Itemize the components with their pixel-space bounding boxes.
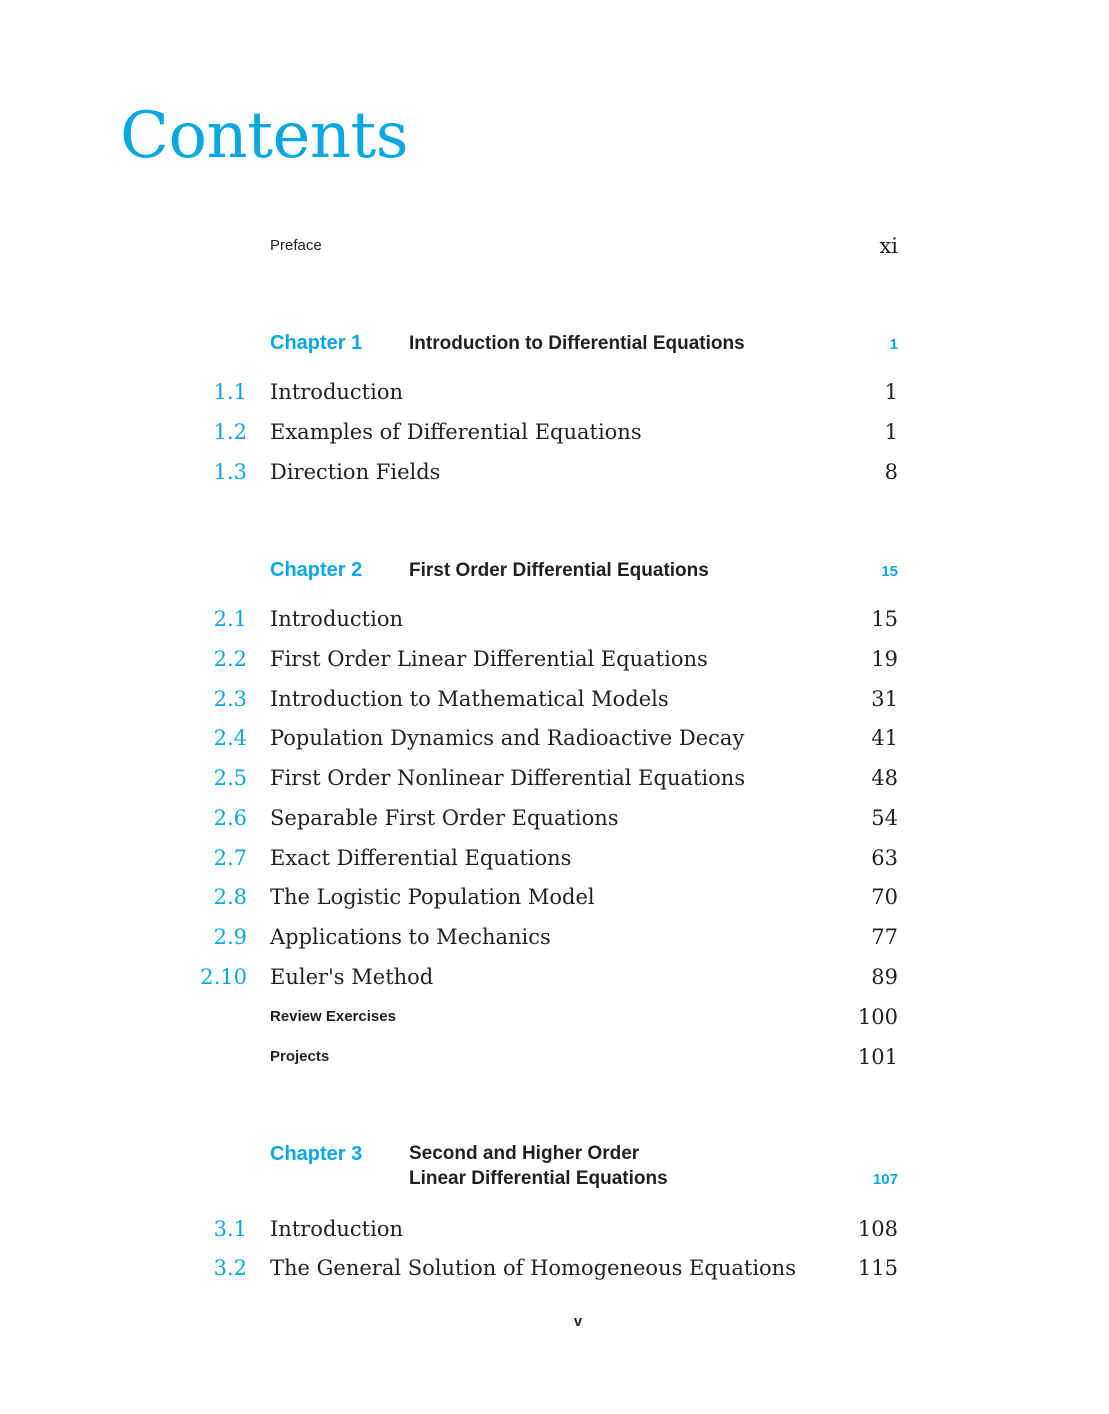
section-page: 48 [871,766,898,790]
section-number: 2.7 [213,846,247,870]
section-title: First Order Linear Differential Equations [270,647,708,671]
chapter-1-heading[interactable] [0,330,1109,356]
section-title: The Logistic Population Model [270,885,595,909]
preface-entry[interactable] [0,228,1109,264]
toc-entry-1-3[interactable] [0,454,1109,490]
section-title: Separable First Order Equations [270,806,619,830]
chapter-title-line-2: Linear Differential Equations [409,1168,668,1189]
section-number: 2.3 [213,687,247,711]
chapter-label: Chapter 2 [270,559,363,581]
chapter-label: Chapter 1 [270,332,363,354]
section-number: 2.10 [200,965,247,989]
extra-page: 101 [857,1045,898,1069]
chapter-page: 107 [872,1171,898,1188]
toc-entry-3-2[interactable] [0,1250,1109,1286]
section-number: 3.2 [213,1256,247,1280]
section-number: 2.1 [213,607,247,631]
section-page: 8 [884,460,898,484]
chapter-title: Introduction to Differential Equations [409,333,745,354]
toc-entry-2-9[interactable] [0,919,1109,955]
toc-entry-2-4[interactable] [0,720,1109,756]
section-page: 1 [884,380,898,404]
section-number: 2.2 [213,647,247,671]
page-title: Contents [120,99,409,173]
section-title: Introduction [270,607,403,631]
toc-entry-2-6[interactable] [0,800,1109,836]
section-number: 1.3 [213,460,247,484]
toc-entry-2-5[interactable] [0,760,1109,796]
section-title: Examples of Differential Equations [270,420,642,444]
preface-page: xi [879,234,898,258]
section-page: 1 [884,420,898,444]
section-title: Applications to Mechanics [270,925,551,949]
section-title: Introduction to Mathematical Models [270,687,669,711]
section-page: 19 [871,647,898,671]
toc-entry-2-2[interactable] [0,641,1109,677]
section-page: 15 [871,607,898,631]
extra-page: 100 [857,1005,898,1029]
section-number: 2.9 [213,925,247,949]
section-title: Direction Fields [270,460,441,484]
section-title: Introduction [270,380,403,404]
toc-entry-3-1[interactable] [0,1211,1109,1247]
section-title: The General Solution of Homogeneous Equations [270,1256,796,1280]
toc-entry-1-1[interactable] [0,374,1109,410]
section-page: 54 [871,806,898,830]
chapter-3-heading[interactable] [0,1141,1109,1193]
section-number: 1.2 [213,420,247,444]
section-title: First Order Nonlinear Differential Equations [270,766,746,790]
toc-entry-2-7[interactable] [0,840,1109,876]
toc-entry-projects[interactable] [0,1039,1109,1075]
section-title: Population Dynamics and Radioactive Decay [270,726,745,750]
section-number: 2.4 [213,726,247,750]
toc-entry-2-10[interactable] [0,959,1109,995]
chapter-page: 1 [889,336,898,353]
section-page: 108 [857,1217,898,1241]
section-number: 3.1 [213,1217,247,1241]
toc-entry-2-8[interactable] [0,879,1109,915]
page-number: v [573,1313,583,1330]
section-page: 70 [871,885,898,909]
section-page: 31 [871,687,898,711]
section-page: 63 [871,846,898,870]
section-number: 1.1 [213,380,247,404]
section-page: 77 [871,925,898,949]
chapter-label: Chapter 3 [270,1143,363,1165]
chapter-2-heading[interactable] [0,557,1109,583]
toc-entry-2-1[interactable] [0,601,1109,637]
section-number: 2.8 [213,885,247,909]
chapter-title: First Order Differential Equations [409,560,709,581]
section-title: Introduction [270,1217,403,1241]
extra-title: Review Exercises [270,1008,396,1025]
section-title: Exact Differential Equations [270,846,572,870]
extra-title: Projects [270,1048,330,1065]
section-page: 41 [871,726,898,750]
section-number: 2.5 [213,766,247,790]
chapter-title-line-1: Second and Higher Order [409,1143,640,1164]
chapter-page: 15 [881,563,898,580]
toc-entry-2-3[interactable] [0,681,1109,717]
section-page: 89 [871,965,898,989]
section-number: 2.6 [213,806,247,830]
toc-entry-review-exercises[interactable] [0,999,1109,1035]
toc-entry-1-2[interactable] [0,414,1109,450]
section-title: Euler's Method [270,965,434,989]
preface-label: Preface [270,237,322,254]
section-page: 115 [857,1256,898,1280]
